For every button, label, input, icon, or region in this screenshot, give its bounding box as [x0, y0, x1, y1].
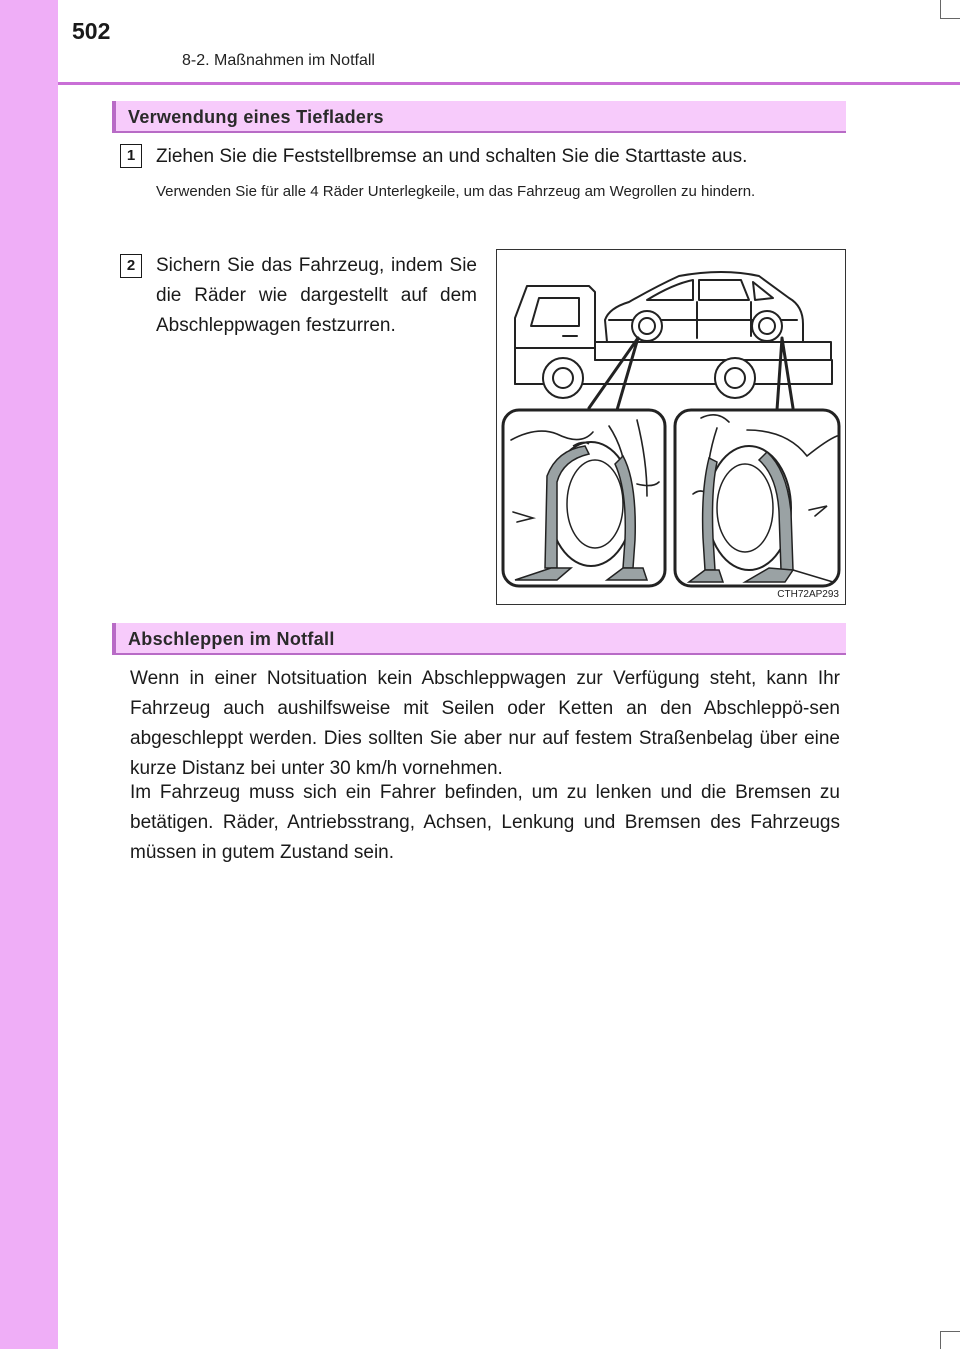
section-heading-marker — [112, 623, 116, 653]
page-number: 502 — [72, 18, 111, 44]
section-title: Abschleppen im Notfall — [128, 629, 335, 649]
step-2-text: Sichern Sie das Fahrzeug, indem Sie die Räder wie dargestellt auf dem Abschleppwagen festzurren. — [156, 255, 477, 336]
crop-mark — [940, 18, 960, 19]
step-number-1: 1 — [120, 144, 142, 168]
crop-mark — [940, 0, 941, 18]
step-1-note: Verwenden Sie für alle 4 Räder Unterlegkeile, um das Fahrzeug am Wegrollen zu hindern. — [156, 183, 756, 200]
flatbed-strapping-drawing — [497, 250, 845, 604]
section-heading-flatbed — [112, 101, 846, 133]
section-heading-marker — [112, 101, 116, 131]
section-heading-emergency — [112, 623, 846, 655]
crop-mark — [940, 1331, 941, 1349]
step-number-2: 2 — [120, 254, 142, 278]
crop-mark — [940, 1331, 960, 1332]
emergency-paragraph-1: Wenn in einer Notsituation kein Abschleppwagen zur Verfügung steht, kann Ihr Fahrzeug auch aushilfsweise mit Seilen oder Ketten an den Abschleppö-sen abgeschleppt werden. Dies sollten Sie aber nur auf festem Straßenbelag über eine kurze Distanz bei unter 30 km/h vornehmen. — [130, 668, 840, 779]
emergency-paragraph-2: Im Fahrzeug muss sich ein Fahrer befinden, um zu lenken und die Bremsen zu betätigen. Räder, Antriebsstrang, Achsen, Lenkung und Bremsen des Fahrzeugs müssen in gutem Zustand sein. — [130, 782, 840, 863]
chapter-color-band — [0, 0, 58, 1349]
header-rule — [58, 82, 960, 85]
step-1-text: Ziehen Sie die Feststellbremse an und schalten Sie die Starttaste aus. — [156, 146, 748, 167]
tow-truck-illustration — [496, 249, 846, 605]
section-title: Verwendung eines Tiefladers — [128, 107, 384, 127]
figure-code: CTH72AP293 — [777, 589, 839, 600]
chapter-title: 8-2. Maßnahmen im Notfall — [182, 52, 375, 69]
